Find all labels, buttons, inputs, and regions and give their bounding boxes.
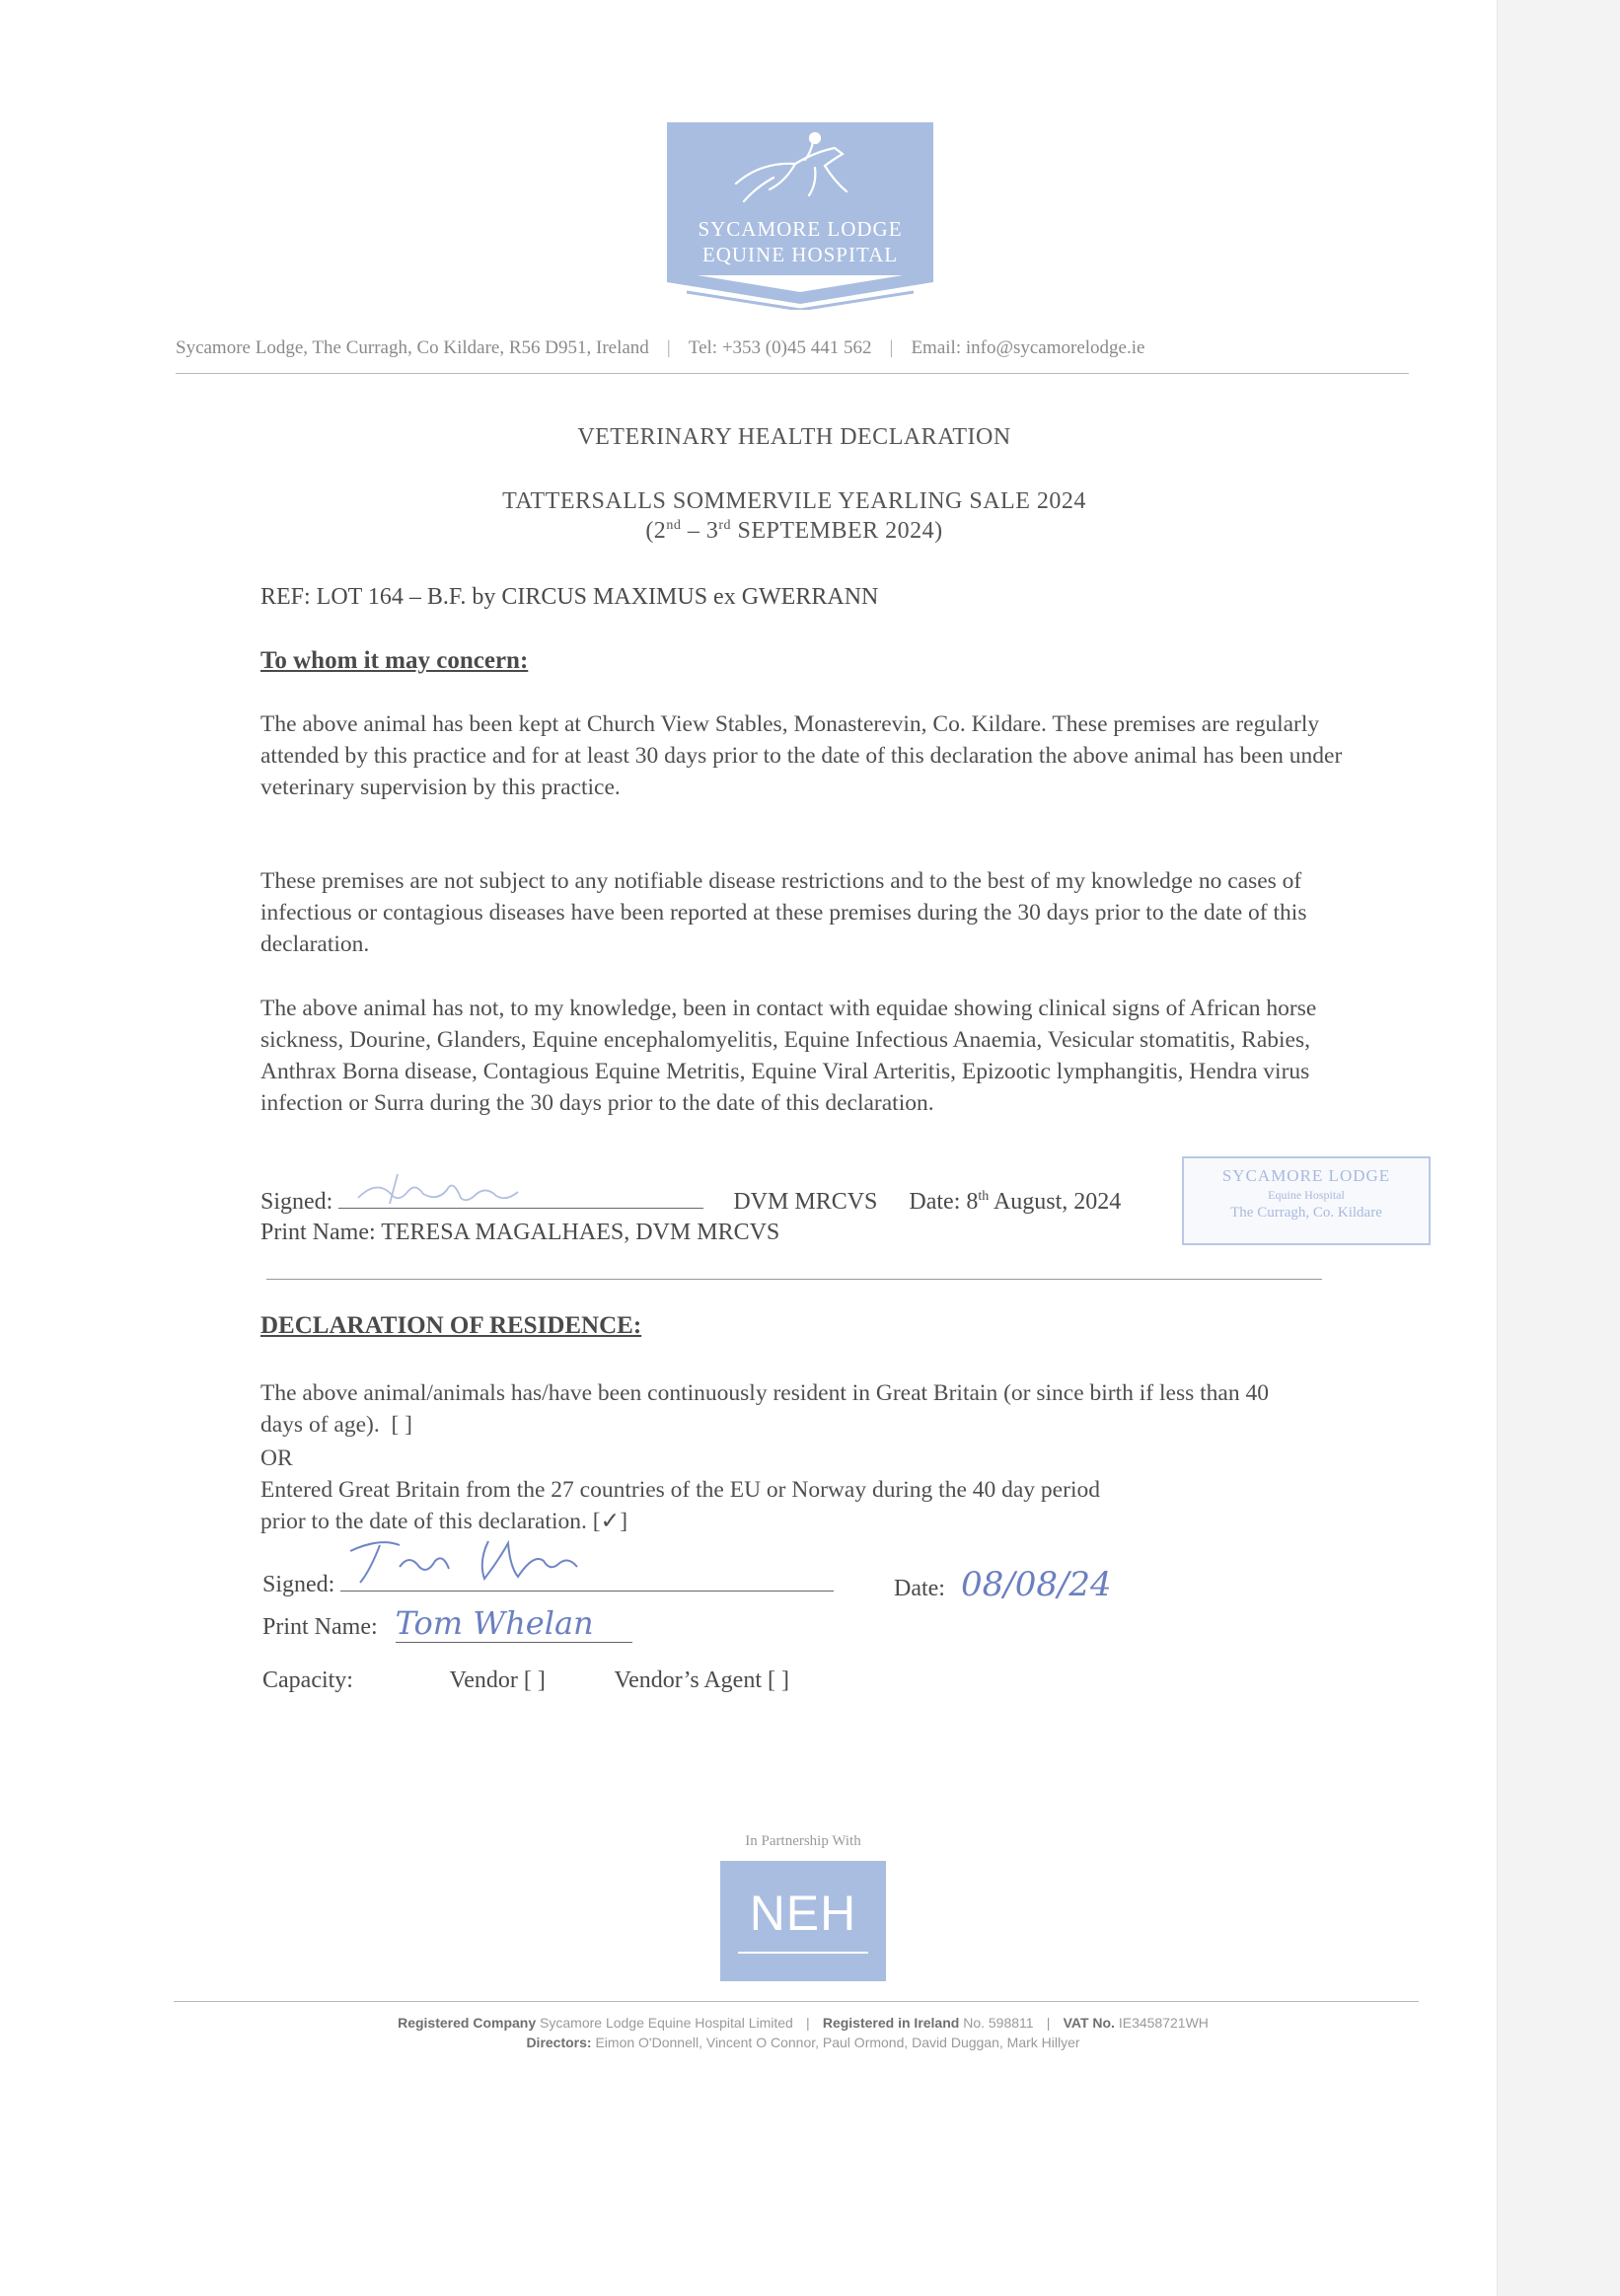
residence-signed-row	[262, 1571, 834, 1598]
footer-rule	[174, 2001, 1419, 2002]
residence-print-label: Print Name:	[262, 1614, 378, 1640]
residence-date-label: Date:	[894, 1576, 945, 1601]
handwritten-signature	[340, 1531, 834, 1591]
stamp-line-3: The Curragh, Co. Kildare	[1230, 1205, 1382, 1221]
logo-line-1: SYCAMORE LODGE	[698, 217, 903, 241]
practice-stamp	[1182, 1156, 1431, 1245]
partner-logo-text: NEH	[749, 1886, 857, 1941]
vet-date: Date: 8th August, 2024	[909, 1189, 1122, 1215]
vet-signed-label: Signed:	[260, 1189, 333, 1215]
footer-registration: Registered Company Sycamore Lodge Equine Hospital Limited | Registered in Ireland No. 598811 | VAT No. IE3458721WH	[398, 2015, 1209, 2031]
header-contact	[176, 337, 1409, 359]
capacity-row	[262, 1667, 789, 1694]
salutation: To whom it may concern:	[260, 647, 529, 674]
logo-ribbon	[667, 270, 933, 310]
sale-title: TATTERSALLS SOMMERVILE YEARLING SALE 2024	[502, 488, 1086, 514]
vet-qualification: DVM MRCVS	[733, 1189, 878, 1215]
scan-edge	[1497, 0, 1620, 2296]
vet-signature	[338, 1186, 703, 1209]
residence-date-row	[894, 1565, 1112, 1604]
hospital-logo	[667, 122, 933, 312]
paragraph-restrictions: These premises are not subject to any notifiable disease restrictions and to the best of my knowledge no cases of infectious or contagious diseases have been reported at these premises during the 30 days prior to the date of this declaration.	[260, 868, 1307, 957]
handwritten-signature	[338, 1168, 703, 1208]
residence-or: OR	[260, 1445, 293, 1471]
residence-signature	[340, 1571, 834, 1592]
option-2-checkbox[interactable]: [✓]	[592, 1509, 628, 1534]
stamp-line-2: Equine Hospital	[1268, 1188, 1345, 1202]
vendor-option[interactable]: Vendor [ ]	[449, 1667, 546, 1693]
residence-date-value: 08/08/24	[960, 1565, 1112, 1604]
capacity-label: Capacity:	[262, 1667, 353, 1693]
header-tel: Tel: +353 (0)45 441 562	[688, 337, 872, 358]
stamp-line-1: SYCAMORE LODGE	[1221, 1166, 1391, 1185]
footer-directors: Directors: Eimon O'Donnell, Vincent O Connor, Paul Ormond, David Duggan, Mark Hillyer	[526, 2035, 1080, 2050]
header-address: Sycamore Lodge, The Curragh, Co Kildare, R56 D951, Ireland	[176, 337, 649, 358]
document-title: VETERINARY HEALTH DECLARATION	[577, 424, 1011, 450]
option-1-checkbox[interactable]: [ ]	[391, 1412, 412, 1438]
residence-heading: DECLARATION OF RESIDENCE:	[260, 1312, 642, 1339]
vendor-agent-option[interactable]: Vendor’s Agent [ ]	[614, 1667, 789, 1693]
partner-logo-underline	[738, 1952, 868, 1954]
header-email: Email: info@sycamorelodge.ie	[911, 337, 1145, 358]
sale-dates: (2nd – 3rd SEPTEMBER 2024)	[645, 518, 943, 544]
residence-option-2-line-1: Entered Great Britain from the 27 countries of the EU or Norway during the 40 day period	[260, 1477, 1100, 1503]
logo-line-2: EQUINE HOSPITAL	[701, 243, 899, 266]
paragraph-contact: The above animal has not, to my knowledge, been in contact with equidae showing clinical signs of African horse sickness, Dourine, Glanders, Equine encephalomyelitis, Equine Infectious Anaemia, Vesicular stomatitis, Rabies, Anthrax Borna disease, Contagious Equine Metritis, Equine Viral Arteritis, Epizootic lymphangitis, Hendra virus infection or Surra during the 30 days prior to the date of this declaration.	[260, 996, 1317, 1116]
residence-option-2-line-2: prior to the date of this declaration. [✓]	[260, 1509, 628, 1534]
residence-print-value: Tom Whelan	[396, 1604, 632, 1643]
header-separator: |	[889, 337, 894, 358]
partner-label: In Partnership With	[745, 1833, 861, 1849]
horse-rider-icon	[667, 122, 933, 221]
partner-logo	[720, 1861, 886, 1981]
header-separator: |	[666, 337, 671, 358]
lot-reference: REF: LOT 164 – B.F. by CIRCUS MAXIMUS ex GWERRANN	[260, 584, 879, 610]
paragraph-supervision: The above animal has been kept at Church View Stables, Monasterevin, Co. Kildare. These premises are regularly attended by this practice and for at least 30 days prior to the date of this declaration the above animal has been under veterinary supervision by this practice.	[260, 711, 1343, 800]
vet-print-name: Print Name: TERESA MAGALHAES, DVM MRCVS	[260, 1220, 780, 1245]
vet-signature-row	[260, 1186, 1121, 1216]
header-rule	[176, 373, 1409, 374]
section-divider	[266, 1279, 1322, 1280]
residence-option-1: The above animal/animals has/have been continuously resident in Great Britain (or since birth if less than 40 days of age). [ ]	[260, 1380, 1269, 1438]
residence-print-row	[262, 1604, 632, 1643]
logo-background	[667, 122, 933, 275]
residence-signed-label: Signed:	[262, 1572, 335, 1597]
